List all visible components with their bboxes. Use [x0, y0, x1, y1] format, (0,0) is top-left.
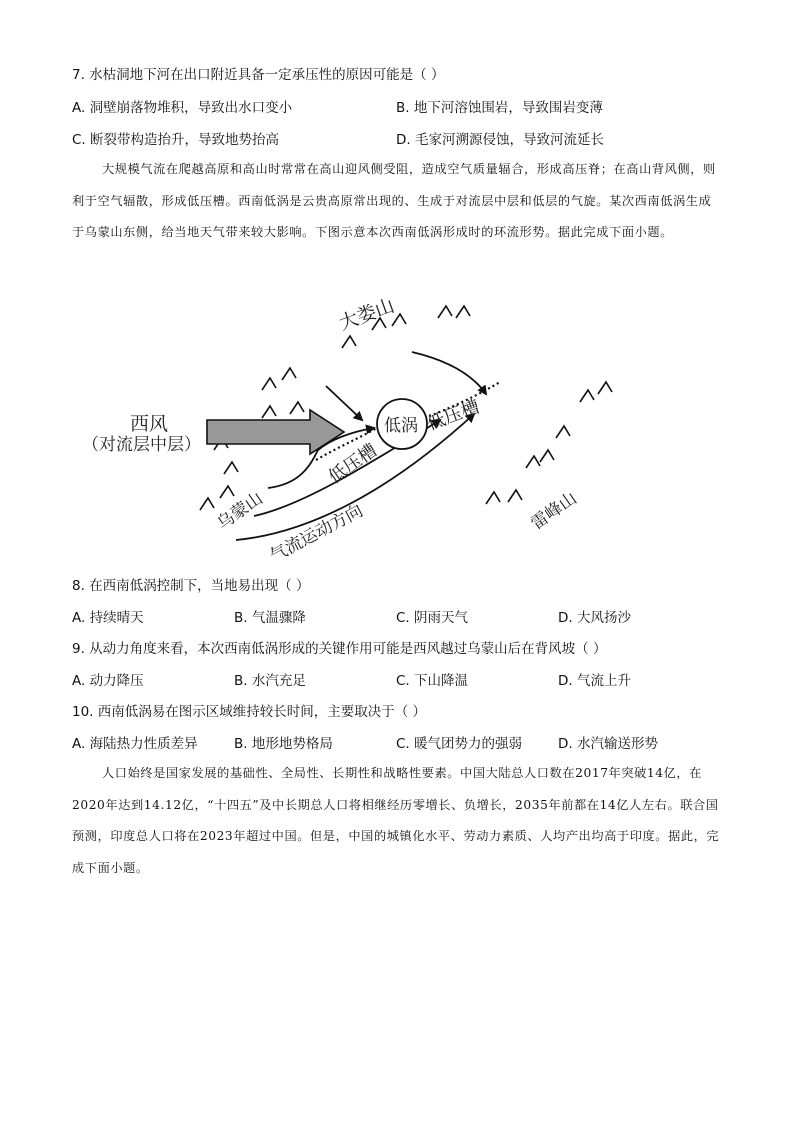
mountain-symbol [556, 426, 570, 438]
airflow-arrow [326, 386, 362, 420]
mountain-symbol [220, 486, 234, 498]
trough-right-label: 低压槽 [424, 396, 483, 435]
question-8-option-a: A. 持续晴天 [72, 610, 144, 626]
mountain-symbol [200, 498, 214, 510]
westerly-label: 西风 [130, 413, 169, 435]
mountain-symbol [290, 402, 304, 414]
question-10-option-a: A. 海陆热力性质差异 [72, 736, 198, 752]
question-8-stem: 8. 在西南低涡控制下，当地易出现（ ） [72, 578, 310, 594]
airflow-direction-label: 气流运动方向 [266, 500, 367, 567]
mountain-symbol [262, 378, 276, 390]
question-7-stem: 7. 水枯洞地下河在出口附近具备一定承压性的原因可能是（ ） [72, 67, 445, 83]
passage-2 [72, 758, 722, 884]
question-8-option-d: D. 大风扬沙 [558, 610, 631, 626]
mountain-symbol [282, 368, 296, 380]
mountain-symbol [262, 406, 276, 418]
mountain-symbol [540, 450, 554, 462]
question-10-option-c: C. 暖气团势力的强弱 [396, 736, 523, 752]
dalou-mountain-label: 大娄山 [336, 294, 398, 335]
question-7-option-a: A. 洞壁崩落物堆积，导致出水口变小 [72, 100, 293, 116]
mountain-symbol [598, 382, 612, 394]
question-10-option-d: D. 水汽输送形势 [558, 736, 658, 752]
airflow-arrow [412, 352, 486, 394]
wumeng-mountain-label: 乌蒙山 [213, 488, 267, 535]
passage-1-text: 大规模气流在爬越高原和高山时常常在高山迎风侧受阻，造成空气质量辐合，形成高压脊；在高山背风侧，则利于空气辐散，形成低压槽。西南低涡是云贵高原常出现的、生成于对流层中层和低层的气旋。某次西南低涡生成于乌蒙山东侧，给当地天气带来较大影响。下图示意本次西南低涡形成时的环流形势。据此完成下面小题。 [72, 162, 716, 239]
mountain-symbol [342, 336, 356, 348]
question-10-stem: 10. 西南低涡易在图示区域维持较长时间，主要取决于（ ） [72, 704, 427, 720]
mountain-symbol [486, 492, 500, 504]
passage-2-text: 人口始终是国家发展的基础性、全局性、长期性和战略性要素。中国大陆总人口数在2017年突破14亿，在2020年达到14.12亿，“十四五”及中长期总人口将相继经历零增长、负增长，2035年前都在14亿人左右。联合国预测，印度总人口将在2023年超过中国。但是，中国的城镇化水平、劳动力素质、人均产出均高于印度。据此，完成下面小题。 [72, 766, 720, 875]
mountain-symbol [526, 456, 540, 468]
vortex-label: 低涡 [384, 416, 418, 436]
question-8-option-c: C. 阴雨天气 [396, 610, 469, 626]
mountain-symbol [456, 306, 470, 318]
question-10-option-b: B. 地形地势格局 [234, 736, 333, 752]
mountain-symbol [508, 490, 522, 502]
question-7-option-c: C. 断裂带构造抬升，导致地势抬高 [72, 132, 280, 148]
question-7-option-d: D. 毛家河溯源侵蚀，导致河流延长 [396, 132, 604, 148]
leifeng-mountain-label: 雷峰山 [527, 488, 581, 535]
mountain-symbol [224, 462, 238, 474]
troposphere-label: （对流层中层） [82, 435, 201, 455]
mountain-symbol [438, 306, 452, 318]
question-9-stem: 9. 从动力角度来看，本次西南低涡形成的关键作用可能是西风越过乌蒙山后在背风坡（ ） [72, 641, 607, 657]
question-7-option-b: B. 地下河溶蚀围岩，导致围岩变薄 [396, 100, 603, 116]
question-8-option-b: B. 气温骤降 [234, 610, 306, 626]
mountain-symbol [580, 390, 594, 402]
trough-left-label: 低压槽 [324, 439, 382, 489]
question-9-option-b: B. 水汽充足 [234, 673, 306, 689]
question-9-option-d: D. 气流上升 [558, 673, 631, 689]
question-9-option-c: C. 下山降温 [396, 673, 469, 689]
question-9-option-a: A. 动力降压 [72, 673, 144, 689]
